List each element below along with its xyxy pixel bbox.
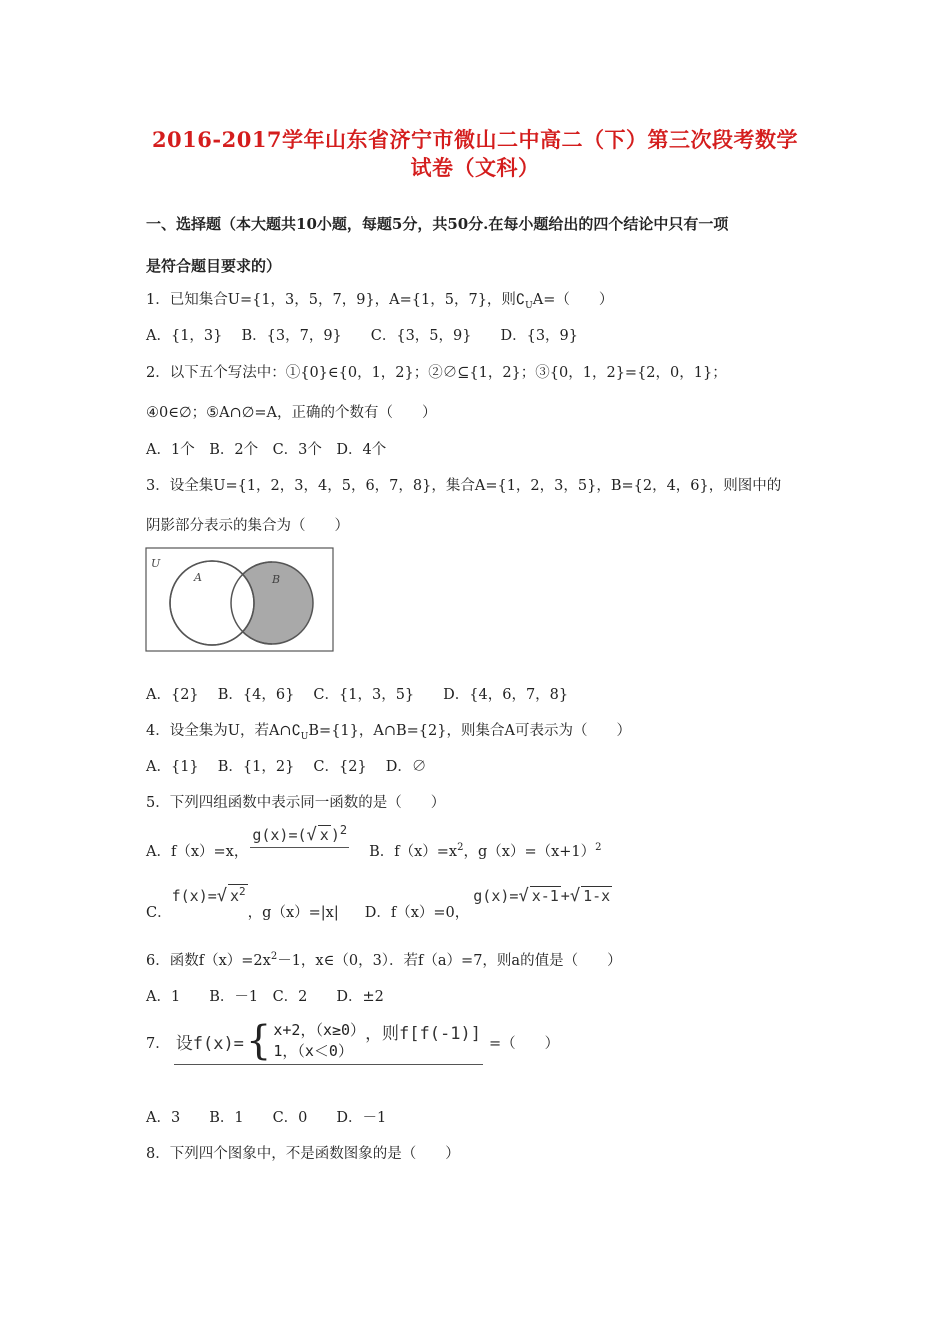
q4-stem-b: B={1}，A∩B={2}，则集合A可表示为（ ） (308, 723, 631, 739)
q1-sub: U (525, 300, 533, 311)
section-heading-cont: 是符合题目要求的） (146, 257, 282, 275)
q1-stem-text: 1．已知集合U={1，3，5，7，9}，A={1，5，7}，则∁ (146, 292, 526, 308)
document-title-line-2: 试卷（文科） (410, 155, 540, 180)
question-8-stem: 8．下列四个图象中，不是函数图象的是（ ） (146, 1146, 460, 1162)
q5-option-c-label: C． (146, 905, 172, 921)
q5-option-b-text: B．$f(x)=x^2$，$g(x)=(x+1)^2$ (369, 842, 602, 860)
section-heading: 一、选择题（本大题共10小题，每题5分，共50分.在每小题给出的四个结论中只有一项 (146, 215, 729, 233)
question-1-stem (146, 288, 613, 311)
venn-label-u: U (151, 557, 161, 570)
q7-piecewise-formula: 设f(x)= { x+2，（x≥0） 1，（x＜0） ，则f[f(-1)] (175, 1018, 481, 1064)
question-2-line-1: 2．以下五个写法中：①{0}∈{0，1，2}；②∅⊆{1，2}；③{0，1，2}={2，0，1}； (146, 365, 727, 381)
question-6-options: A．1 B．－1 C．2 D．±2 (146, 989, 384, 1005)
q7-case-1: x+2，（x≥0） (273, 1021, 366, 1039)
question-1-options: A．{1，3} B．{3，7，9} C．{3，5，9} D．{3，9} (146, 328, 579, 344)
question-3-options: A．{2} B．{4，6} C．{1，3，5} D．{4，6，7，8} (146, 687, 569, 703)
question-5-row-cd (146, 884, 612, 921)
q7-case-2: 1，（x＜0） (273, 1042, 353, 1060)
q5-option-a-formula: g(x)=(√ x )$^2$ (250, 823, 349, 848)
question-6-stem: 6．函数$f(x)=2x^2-1$，x∈（0，3）．若f（a）=7，则a的值是（ ） (146, 951, 622, 969)
q4-sub: U (300, 731, 309, 742)
q5-option-d-text: D．f（x）=0， (364, 905, 470, 921)
venn-label-a: A (194, 571, 202, 584)
document-title-line-1: 2016-2017学年山东省济宁市微山二中高二（下）第三次段考数学 (151, 127, 799, 152)
q7-number: 7． (146, 1036, 170, 1052)
q5-option-c-text: ，g（x）=|x| (247, 905, 339, 921)
question-7-options: A．3 B．1 C．0 D．－1 (146, 1110, 387, 1126)
q7-tail: =（ ） (488, 1036, 560, 1052)
q1-stem-end: A=（ ） (532, 292, 614, 308)
venn-diagram (145, 547, 334, 653)
question-4-stem (146, 719, 631, 742)
question-2-options: A．1个 B．2个 C．3个 D．4个 (146, 442, 387, 458)
question-4-options: A．{1} B．{1，2} C．{2} D．∅ (146, 759, 427, 775)
q5-option-d-formula: g(x)=√ x-1 +√ 1-x (473, 886, 611, 906)
question-5-row-ab (146, 823, 602, 860)
q4-stem-a: 4．设全集为U，若A∩∁ (146, 723, 301, 739)
venn-label-b: B (272, 573, 281, 586)
q5-option-c-formula: f(x)=√ $x^2$ (171, 885, 246, 906)
q5-option-a-text: A．f（x）=x， (146, 844, 249, 860)
question-5-stem: 5．下列四组函数中表示同一函数的是（ ） (146, 795, 446, 811)
question-3-line-2: 阴影部分表示的集合为（ ） (146, 518, 349, 534)
question-3-line-1: 3．设全集U={1，2，3，4，5，6，7，8}，集合A={1，2，3，5}，B={2，4，6}，则图中的 (146, 478, 782, 494)
question-7-stem (146, 1020, 559, 1065)
question-2-line-2: ④0∈∅；⑤A∩∅=A，正确的个数有（ ） (146, 405, 437, 421)
